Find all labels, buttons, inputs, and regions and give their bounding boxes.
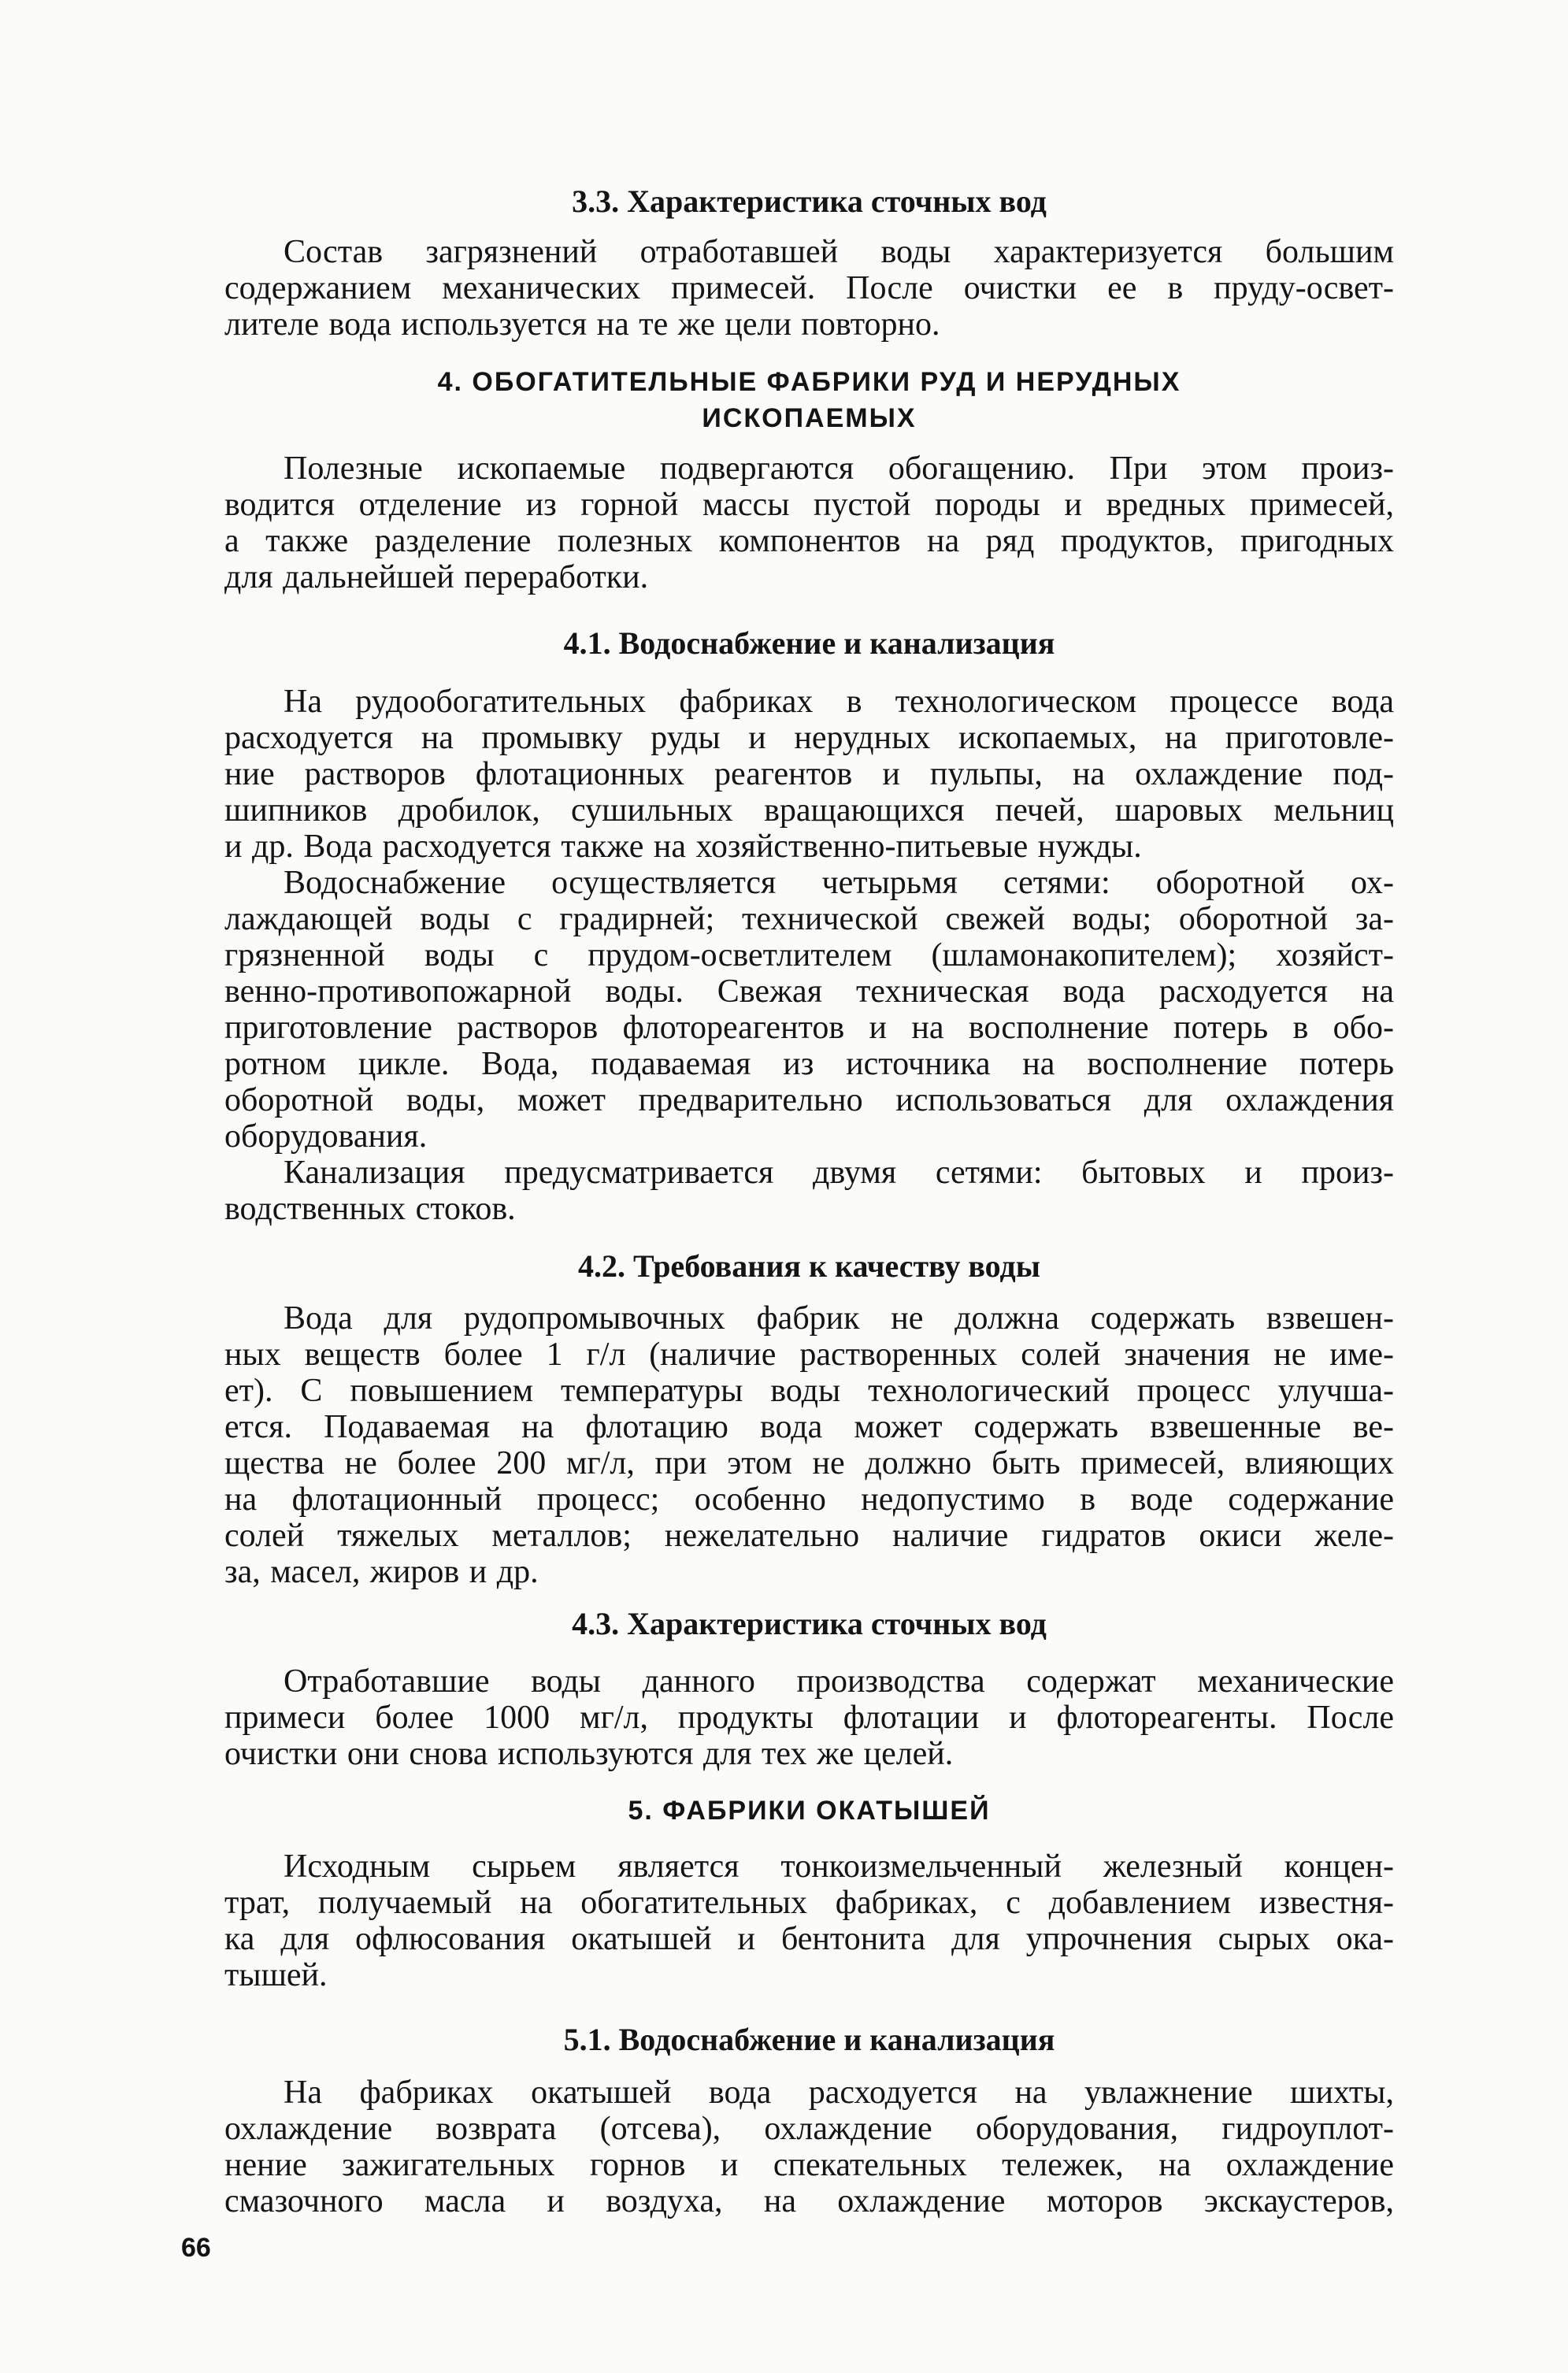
text-line: венно-противопожарной воды. Свежая техническая вода расходуется на <box>224 973 1394 1010</box>
text-line: ется. Подаваемая на флотацию вода может содержать взвешенные ве- <box>224 1409 1394 1445</box>
text-line: ние растворов флотационных реагентов и пульпы, на охлаждение под- <box>224 756 1394 792</box>
text-line: очистки они снова используются для тех же целей. <box>224 1736 954 1772</box>
section-heading-4-1: 4.1. Водоснабжение и канализация <box>563 625 1055 661</box>
text-line: примеси более 1000 мг/л, продукты флотации и флотореагенты. После <box>224 1700 1394 1736</box>
paragraph-5-1 <box>224 2075 1394 2219</box>
text-line: оборотной воды, может предварительно использоваться для охлаждения <box>224 1082 1394 1118</box>
section-heading-4-2: 4.2. Требования к качеству воды <box>578 1248 1040 1284</box>
text-line: Канализация предусматривается двумя сетями: бытовых и произ- <box>284 1155 1394 1191</box>
text-line: содержанием механических примесей. После очистки ее в пруду-освет- <box>224 270 1394 306</box>
text-line: водственных стоков. <box>224 1191 516 1227</box>
text-line: и др. Вода расходуется также на хозяйственно-питьевые нужды. <box>224 829 1142 865</box>
section-heading-5-1: 5.1. Водоснабжение и канализация <box>563 2022 1055 2057</box>
text-line: тышей. <box>224 1957 328 1993</box>
text-line: лителе вода используется на те же цели повторно. <box>224 306 940 343</box>
text-line: щества не более 200 мг/л, при этом не должно быть примесей, влияющих <box>224 1445 1394 1481</box>
heading-line: ИСКОПАЕМЫХ <box>702 403 917 433</box>
text-line: водится отделение из горной массы пустой породы и вредных примесей, <box>224 487 1394 523</box>
text-line: а также разделение полезных компонентов на ряд продуктов, пригодных <box>224 523 1394 559</box>
text-line: Состав загрязнений отработавшей воды характеризуется большим <box>284 234 1394 270</box>
text-line: шипников дробилок, сушильных вращающихся печей, шаровых мельниц <box>224 792 1394 829</box>
text-line: за, масел, жиров и др. <box>224 1554 539 1590</box>
section-heading-3-3: 3.3. Характеристика сточных вод <box>572 184 1047 219</box>
text-line: на флотационный процесс; особенно недопустимо в воде содержание <box>224 1481 1394 1518</box>
text-line: расходуется на промывку руды и нерудных ископаемых, на приготовле- <box>224 720 1394 756</box>
paragraph-4-3 <box>224 1663 1394 1772</box>
text-line: нение зажигательных горнов и спекательных тележек, на охлаждение <box>224 2147 1394 2183</box>
paragraph-4-2 <box>224 1300 1394 1590</box>
text-line: смазочного масла и воздуха, на охлаждение моторов экскаустеров, <box>224 2183 1394 2219</box>
paragraph-3-3-text <box>224 234 1394 343</box>
paragraph-5-intro <box>224 1848 1394 1993</box>
text-line: охлаждение возврата (отсева), охлаждение оборудования, гидроуплот- <box>224 2111 1394 2147</box>
paragraph-4-intro <box>224 450 1394 595</box>
text-line: трат, получаемый на обогатительных фабриках, с добавлением известня- <box>224 1885 1394 1921</box>
text-line: оборудования. <box>224 1118 428 1155</box>
paragraph-4-1-c <box>224 1155 1394 1227</box>
text-line: грязненной воды с прудом-осветлителем (шламонакопителем); хозяйст- <box>224 937 1394 973</box>
text-line: Отработавшие воды данного производства содержат механические <box>284 1663 1394 1700</box>
text-line: ка для офлюсования окатышей и бентонита для упрочнения сырых ока- <box>224 1921 1394 1957</box>
text-line: для дальнейшей переработки. <box>224 559 649 595</box>
text-line: Исходным сырьем является тонкоизмельченный железный концен- <box>284 1848 1394 1885</box>
text-line: ет). С повышением температуры воды технологический процесс улучша- <box>224 1373 1394 1409</box>
section-heading-4-3: 4.3. Характеристика сточных вод <box>572 1606 1047 1641</box>
text-line: лаждающей воды с градирней; технической свежей воды; оборотной за- <box>224 901 1394 937</box>
heading-line: 4. ОБОГАТИТЕЛЬНЫЕ ФАБРИКИ РУД И НЕРУДНЫХ <box>437 367 1181 397</box>
text-line: ротном цикле. Вода, подаваемая из источника на восполнение потерь <box>224 1046 1394 1082</box>
text-line: На рудообогатительных фабриках в технологическом процессе вода <box>284 684 1394 720</box>
text-line: приготовление растворов флотореагентов и на восполнение потерь в обо- <box>224 1010 1394 1046</box>
text-line: Водоснабжение осуществляется четырьмя сетями: оборотной ох- <box>284 865 1394 901</box>
paragraph-4-1-a <box>224 684 1394 865</box>
paragraph-4-1-b <box>224 865 1394 1155</box>
text-line: солей тяжелых металлов; нежелательно наличие гидратов окиси желе- <box>224 1518 1394 1554</box>
page-number: 66 <box>181 2233 211 2263</box>
text-line: ных веществ более 1 г/л (наличие растворенных солей значения не име- <box>224 1337 1394 1373</box>
section-heading-5: 5. ФАБРИКИ ОКАТЫШЕЙ <box>628 1796 991 1826</box>
text-line: Вода для рудопромывочных фабрик не должна содержать взвешен- <box>284 1300 1394 1337</box>
text-line: На фабриках окатышей вода расходуется на увлажнение шихты, <box>284 2075 1394 2111</box>
section-heading-4 <box>224 364 1394 436</box>
text-line: Полезные ископаемые подвергаются обогащению. При этом произ- <box>284 450 1394 487</box>
